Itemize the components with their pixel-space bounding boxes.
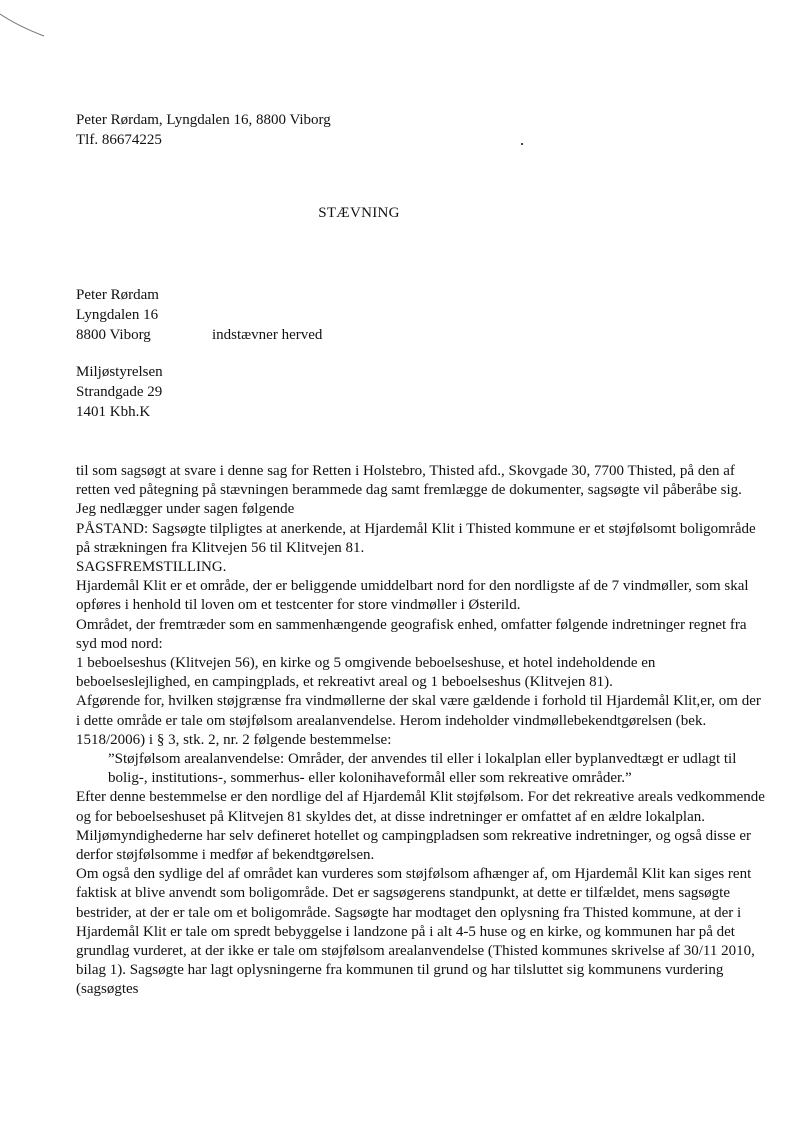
scan-corner-mark <box>0 0 60 40</box>
plaintiff-street: Lyngdalen 16 <box>76 307 159 323</box>
summons-intro: til som sagsøgt at svare i denne sag for Retten i Holstebro, Thisted afd., Skovgade 30, 7700 Thisted, på den af retten ved påtegning på stævningen berammede dag samt fremlægge de dokumenter, sagsøgte vil påberåbe sig. <box>76 463 742 499</box>
plaintiff-city: 8800 Viborg <box>76 327 151 343</box>
defendant-name: Miljøstyrelsen <box>76 364 163 380</box>
plaintiff-address <box>76 285 159 345</box>
document-title: STÆVNING <box>318 205 400 221</box>
facts-paragraph: 1 beboelseshus (Klitvejen 56), en kirke og 5 omgivende beboelseshuse, et hotel indeholdende en beboelseslejlighed, en campingplads, et rekreativt areal og 1 beboelseshus (Klitvejen 81). <box>76 655 656 691</box>
sender-phone: Tlf. 86674225 <box>76 132 162 148</box>
sender-name-address: Peter Rørdam, Lyngdalen 16, 8800 Viborg <box>76 112 331 128</box>
facts-paragraph: Området, der fremtræder som en sammenhængende geografisk enhed, omfatter følgende indretninger regnet fra syd mod nord: <box>76 616 747 652</box>
sender-block <box>76 110 331 150</box>
facts-paragraph: Om også den sydlige del af området kan vurderes som støjfølsom afhænger af, om Hjardemål Klit kan siges rent faktisk at blive anvendt som boligområde. Det er sagsøgerens standpunkt, at dette er tilfældet, mens sagsøgte bestrider, at der er tale om et boligområde. Sagsøgte har modtaget den oplysning fra Thisted kommune, at der i Hjardemål Klit er tale om spredt bebyggelse i landzone på i alt 4-5 huse og en kirke, og kommunen har på det grundlag vurderet, at der ikke er tale om støjfølsom arealanvendelse (Thisted kommunes skrivelse af 30/11 2010, bilag 1). Sagsøgte har lagt oplysningerne fra kommunen til grund og har tilsluttet sig kommunens vurdering (sagsøgtes <box>76 866 755 998</box>
regulation-quote: ”Støjfølsom arealanvendelse: Områder, der anvendes til eller i lokalplan eller byplanvedtægt er udlagt til bolig-, institutions-, sommerhus- eller kolonihaveformål eller som rekreative områder.” <box>108 751 737 787</box>
facts-paragraph: Efter denne bestemmelse er den nordlige del af Hjardemål Klit støjfølsom. For det rekreative areals vedkommende og for beboelseshuset på Klitvejen 81 skyldes det, at disse indretninger er omfattet af en ældre lokalplan. Miljømyndighederne har selv defineret hotellet og campingpladsen som rekreative indretninger, og også disse er derfor støjfølsomme i medfør af bekendtgørelsen. <box>76 789 765 864</box>
facts-heading: SAGSFREMSTILLING. <box>76 559 227 576</box>
defendant-street: Strandgade 29 <box>76 384 163 400</box>
plaintiff-role: indstævner herved <box>212 327 323 343</box>
plaintiff-name: Peter Rørdam <box>76 287 159 303</box>
scan-speck <box>521 143 523 145</box>
document-body <box>76 462 766 1000</box>
facts-paragraph: Afgørende for, hvilken støjgrænse fra vindmøllerne der skal være gældende i forhold til Hjardemål Klit,er, om der i dette område er tale om støjfølsom arealanvendelse. Herom indeholder vindmøllebekendtgørelsen (bek. 1518/2006) i § 3, stk. 2, nr. 2 følgende bestemmelse: <box>76 693 761 748</box>
claim-statement: PÅSTAND: Sagsøgte tilpligtes at anerkende, at Hjardemål Klit i Thisted kommune er et støjfølsomt boligområde på strækningen fra Klitvejen 56 til Klitvejen 81. <box>76 520 756 556</box>
claim-intro: Jeg nedlægger under sagen følgende <box>76 501 295 518</box>
defendant-address <box>76 362 163 422</box>
facts-paragraph: Hjardemål Klit er et område, der er beliggende umiddelbart nord for den nordligste af de 7 vindmøller, som skal opføres i henhold til loven om et testcenter for store vindmøller i Østerild. <box>76 578 749 614</box>
defendant-city: 1401 Kbh.K <box>76 404 151 420</box>
